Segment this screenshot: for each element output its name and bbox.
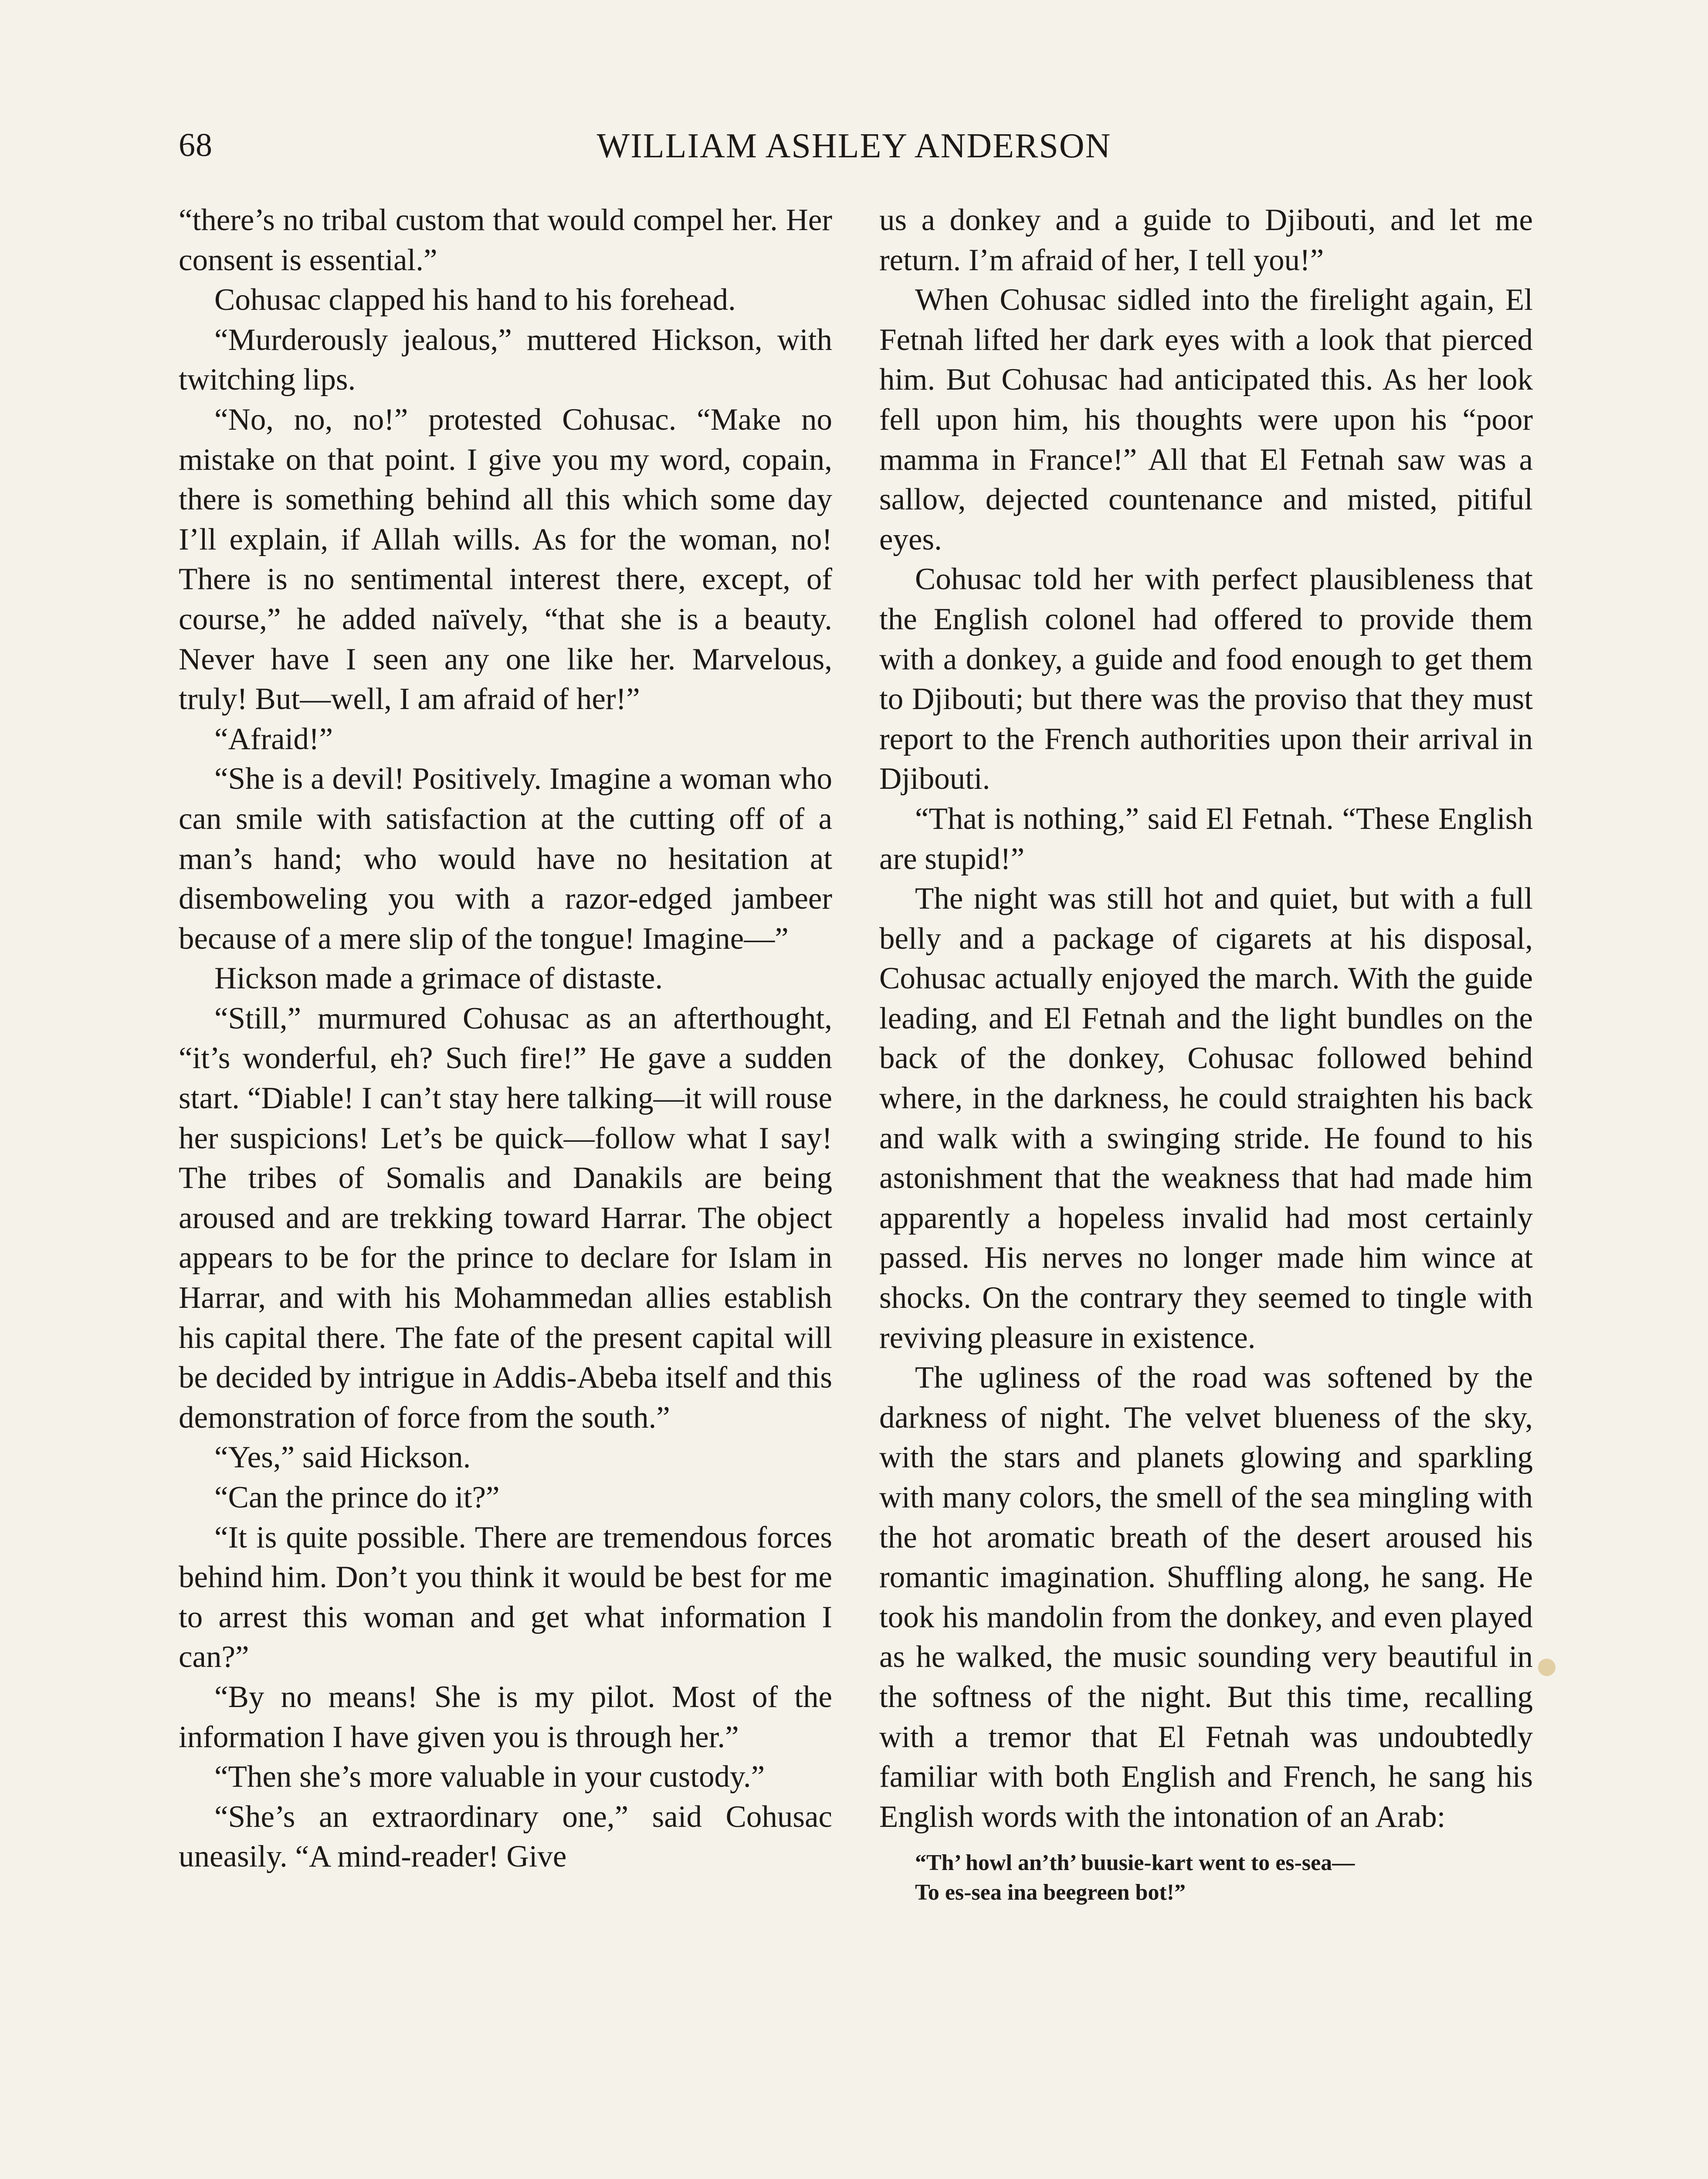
paragraph: “No, no, no!” protested Cohusac. “Make no mistake on that point. I give you my word, copain, there is something behind all this which some day I’ll explain, if Allah wills. As for the woman, no! There is no sentimental interest there, except, of course,” he added naïvely, “that she is a beauty. Never have I seen any one like her. Marvelous, truly! But—well, I am afraid of her!” (179, 402, 832, 716)
page-stain (1538, 1659, 1556, 1676)
paragraph: “there’s no tribal custom that would compel her. Her consent is essential.” (179, 203, 832, 277)
verse-block (915, 1848, 1533, 1907)
paragraph: “Then she’s more valuable in your custody.” (214, 1760, 765, 1794)
left-column (179, 200, 832, 1877)
paragraph: “She’s an extraordinary one,” said Cohusac uneasily. “A mind-reader! Give (179, 1799, 832, 1874)
paragraph: “She is a devil! Positively. Imagine a woman who can smile with satisfaction at the cutting off of a man’s hand; who would have no hesitation at disemboweling you with a razor-edged jambeer because of a mere slip of the tongue! Imagine—” (179, 762, 832, 956)
verse-line: To es-sea ina beegreen bot!” (915, 1880, 1186, 1905)
paragraph: “Still,” murmured Cohusac as an afterthought, “it’s wonderful, eh? Such fire!” He gave a sudden start. “Diable! I can’t stay here talking—it will rouse her suspicions! Let’s be quick—follow what I say! The tribes of Somalis and Danakils are being aroused and are trekking toward Harrar. The object appears to be for the prince to declare for Islam in Harrar, and with his Mohammedan allies establish his capital there. The fate of the present capital will be decided by intrigue in Addis-Abeba itself and this demonstration of force from the south.” (179, 1001, 832, 1435)
verse-line: “Th’ howl an’th’ buusie-kart went to es-sea— (915, 1850, 1355, 1876)
paragraph: “That is nothing,” said El Fetnah. “These English are stupid!” (879, 801, 1533, 876)
paragraph: “Yes,” said Hickson. (214, 1440, 471, 1475)
paragraph: “Can the prince do it?” (214, 1480, 500, 1514)
running-head: WILLIAM ASHLEY ANDERSON (596, 127, 1112, 165)
paragraph: Cohusac told her with perfect plausibleness that the English colonel had offered to provide them with a donkey, a guide and food enough to get them to Djibouti; but there was the proviso that they must report to the French authorities upon their arrival in Djibouti. (879, 562, 1533, 796)
paragraph: Cohusac clapped his hand to his forehead. (214, 283, 736, 317)
page-number: 68 (179, 127, 213, 163)
right-column (879, 200, 1533, 1907)
paragraph: Hickson made a grimace of distaste. (214, 961, 663, 996)
paragraph: When Cohusac sidled into the firelight again, El Fetnah lifted her dark eyes with a look that pierced him. But Cohusac had anticipated this. As her look fell upon him, his thoughts were upon his “poor mamma in France!” All that El Fetnah saw was a sallow, dejected countenance and misted, pitiful eyes. (879, 283, 1533, 557)
paragraph: The ugliness of the road was softened by the darkness of night. The velvet blueness of the sky, with the stars and planets glowing and sparkling with many colors, the smell of the sea mingling with the hot aromatic breath of the desert aroused his romantic imagination. Shuffling along, he sang. He took his mandolin from the donkey, and even played as he walked, the music sounding very beautiful in the softness of the night. But this time, recalling with a tremor that El Fetnah was undoubtedly familiar with both English and French, he sang his English words with the intonation of an Arab: (879, 1361, 1533, 1834)
paragraph: us a donkey and a guide to Djibouti, and let me return. I’m afraid of her, I tell you!” (879, 203, 1533, 277)
paragraph: “Murderously jealous,” muttered Hickson, with twitching lips. (179, 322, 832, 397)
paragraph: “By no means! She is my pilot. Most of the information I have given you is through her.” (179, 1680, 832, 1754)
paragraph: “Afraid!” (214, 722, 333, 756)
paragraph: The night was still hot and quiet, but with a full belly and a package of cigarets at his disposal, Cohusac actually enjoyed the march. With the guide leading, and El Fetnah and the light bundles on the back of the donkey, Cohusac followed behind where, in the darkness, he could straighten his back and walk with a swinging stride. He found to his astonishment that the weakness that had made him apparently a hopeless invalid had most certainly passed. His nerves no longer made him wince at shocks. On the contrary they seemed to tingle with reviving pleasure in existence. (879, 882, 1533, 1355)
paragraph: “It is quite possible. There are tremendous forces behind him. Don’t you think it would be best for me to arrest this woman and get what information I can?” (179, 1520, 832, 1674)
